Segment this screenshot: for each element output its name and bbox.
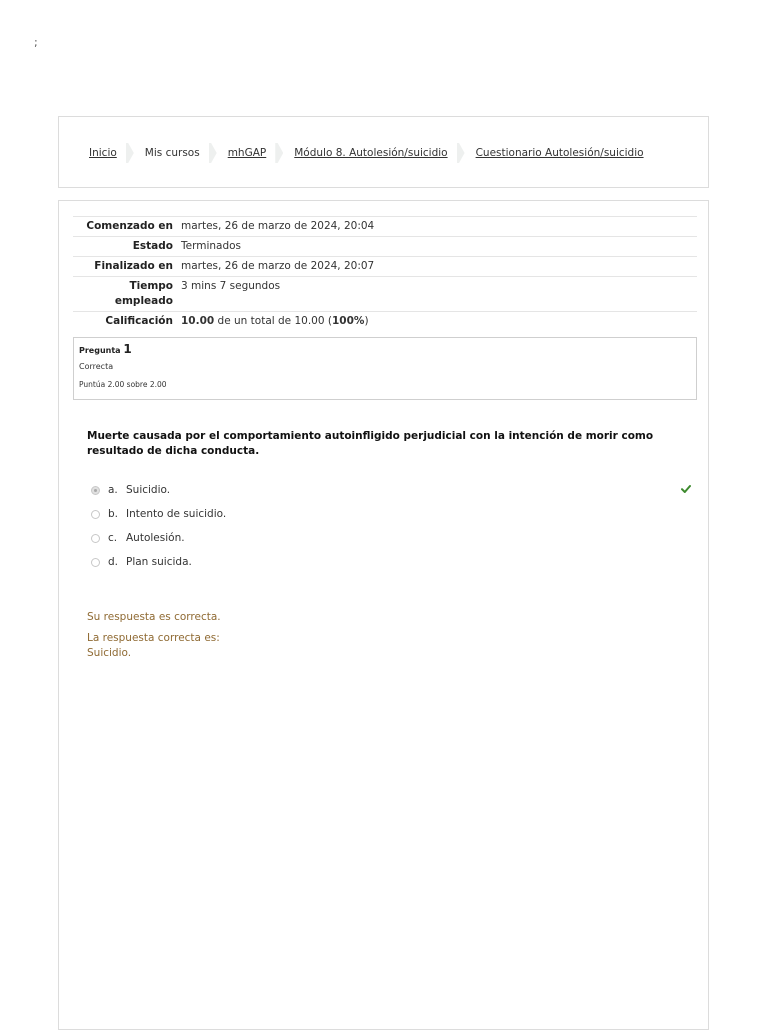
question-text: Muerte causada por el comportamiento autoinfligido perjudicial con la intención de morir como resultado de dicha conducta. [87,430,654,457]
answer-option-c[interactable] [91,526,691,550]
answer-letter: a. [108,484,118,496]
answer-text: Intento de suicidio. [126,508,227,520]
breadcrumb-separator [126,143,134,163]
answer-radio-b[interactable] [91,510,100,519]
state-value: Terminados [181,240,242,252]
answer-letter: c. [108,532,118,544]
started-value: martes, 26 de marzo de 2024, 20:04 [181,220,375,232]
state-label: Estado [132,240,173,252]
feedback-box [87,610,687,661]
answer-letter: d. [108,556,119,568]
summary-row-time [73,277,697,312]
breadcrumb-item-inicio[interactable]: Inicio [89,147,117,159]
grade-end: ) [364,315,369,327]
breadcrumb-separator [275,143,283,163]
grade-label: Calificación [105,315,173,327]
answer-option-b[interactable] [91,502,691,526]
time-label [73,277,177,312]
question-number-line [79,342,691,356]
breadcrumb [89,143,644,163]
grade-score: 10.00 [181,315,215,327]
time-label-line1: Tiempo [129,280,173,292]
answer-text: Plan suicida. [126,556,192,568]
answer-option-a[interactable] [91,478,691,502]
answer-list [91,478,691,574]
breadcrumb-separator [457,143,465,163]
feedback-result: Su respuesta es correcta. [87,611,221,623]
feedback-correct-answer: Suicidio. [87,647,132,659]
attempt-summary-table [73,216,697,331]
finished-label: Finalizado en [94,260,173,272]
feedback-correct-label: La respuesta correcta es: [87,632,220,644]
breadcrumb-item-modulo[interactable]: Módulo 8. Autolesión/suicidio [294,147,448,159]
grade-value [177,312,697,332]
question-number: 1 [123,342,132,356]
breadcrumb-item-mhgap[interactable]: mhGAP [227,147,267,159]
question-state: Correcta [79,362,114,371]
answer-option-d[interactable] [91,550,691,574]
grade-percent: 100% [331,315,365,327]
quiz-review-card [58,200,709,1030]
breadcrumb-separator [209,143,217,163]
summary-row-started [73,217,697,237]
answer-radio-a[interactable] [91,486,100,495]
answer-radio-c[interactable] [91,534,100,543]
finished-value: martes, 26 de marzo de 2024, 20:07 [181,260,375,272]
time-label-line2: empleado [114,295,173,307]
question-info-box [73,337,697,400]
answer-text: Suicidio. [126,484,171,496]
check-icon [681,484,691,494]
grade-middle: de un total de 10.00 ( [214,315,332,327]
time-value: 3 mins 7 segundos [181,280,281,292]
answer-radio-d[interactable] [91,558,100,567]
started-label: Comenzado en [86,220,173,232]
question-prefix: Pregunta [79,346,121,355]
summary-row-finished [73,257,697,277]
question-mark: Puntúa 2.00 sobre 2.00 [79,380,167,389]
breadcrumb-item-cuestionario[interactable]: Cuestionario Autolesión/suicidio [475,147,644,159]
answer-letter: b. [108,508,119,520]
breadcrumb-card [58,116,709,188]
stray-mark: ; [34,36,38,49]
answer-text: Autolesión. [126,532,185,544]
summary-row-state [73,237,697,257]
breadcrumb-item-mis-cursos: Mis cursos [144,147,200,159]
summary-row-grade [73,312,697,332]
